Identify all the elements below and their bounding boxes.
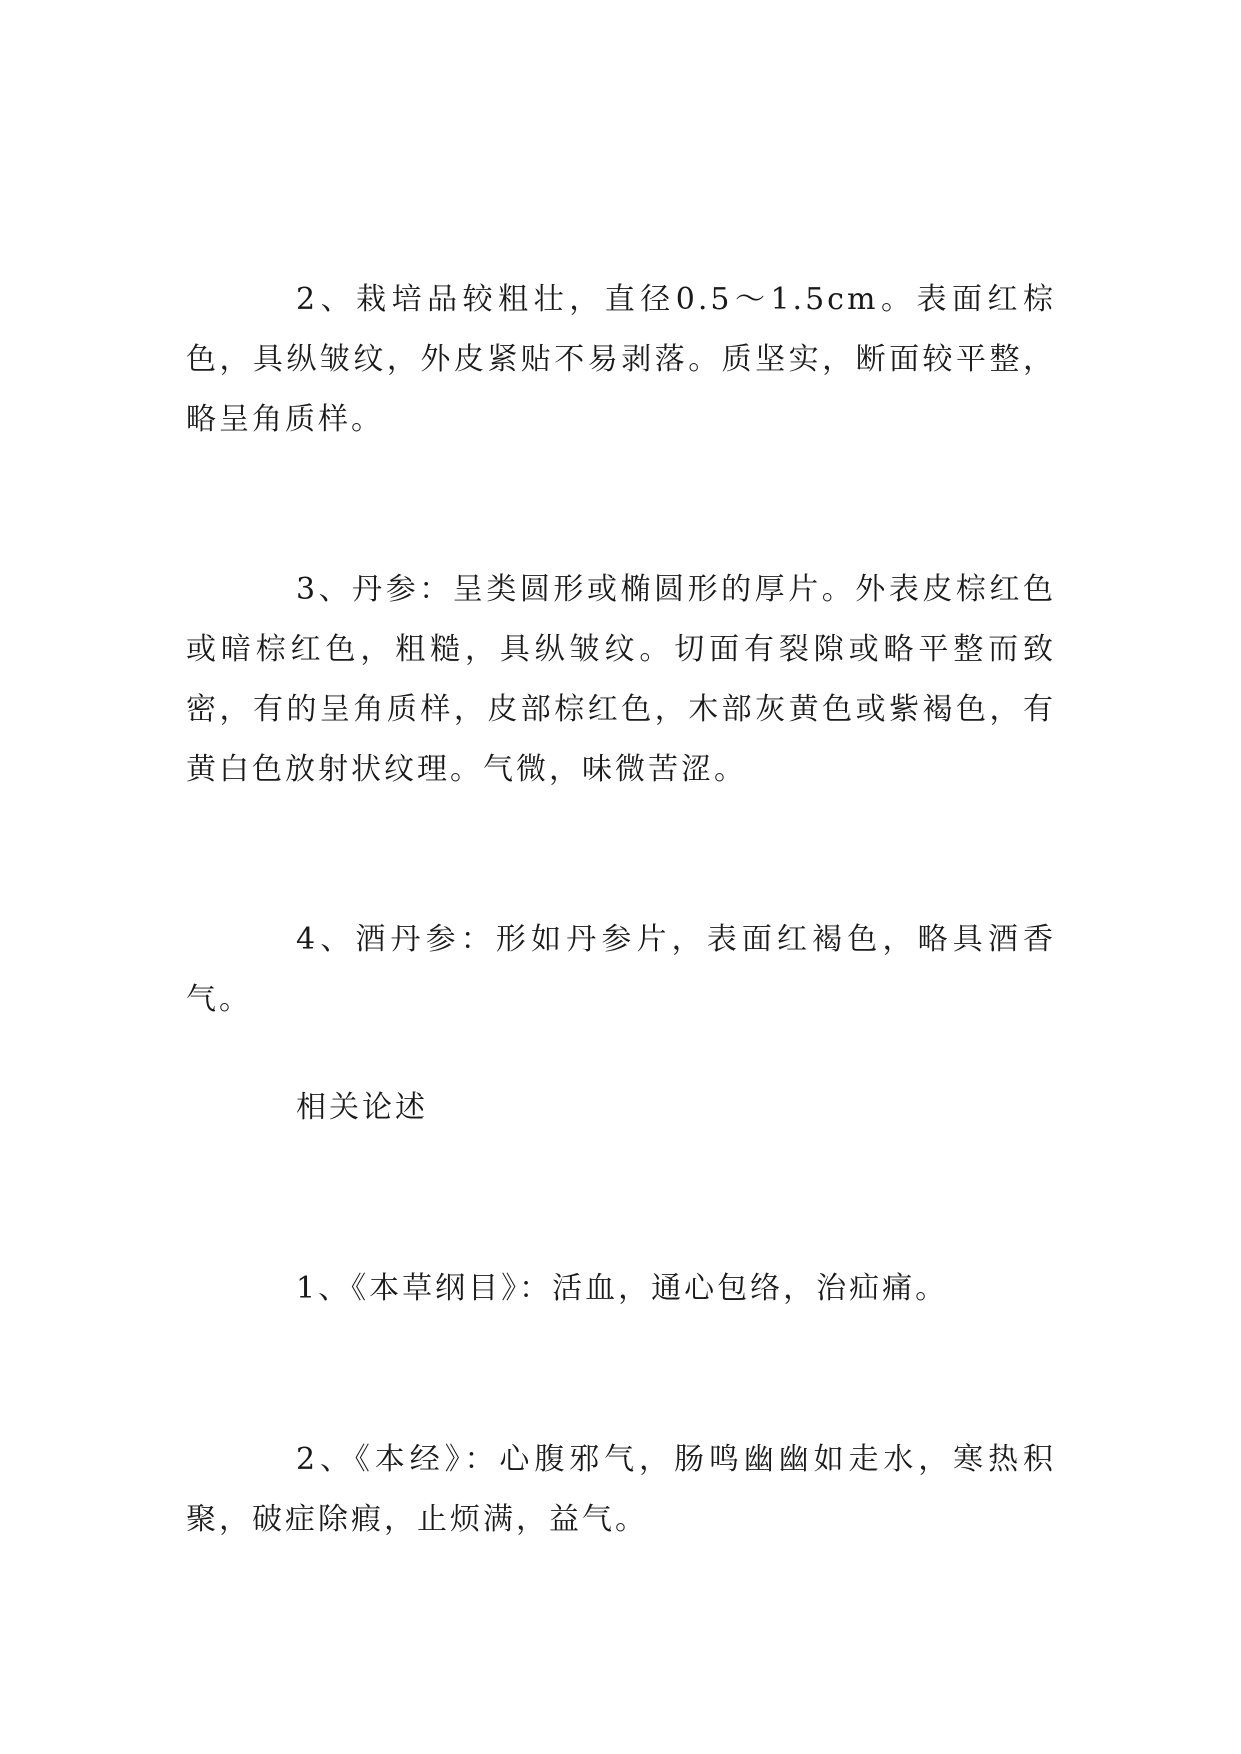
paragraph-danshen-slice: 3、丹参：呈类圆形或椭圆形的厚片。外表皮棕红色或暗棕红色，粗糙，具纵皱纹。切面有裂隙或略平整而致密，有的呈角质样，皮部棕红色，木部灰黄色或紫褐色，有黄白色放射状纹理。气微，味微苦涩。: [186, 572, 1056, 787]
section-heading-related-discussion: 相关论述: [296, 1090, 428, 1125]
paragraph-bencao-gangmu: 1、《本草纲目》：活血，通心包络，治疝痛。: [296, 1271, 949, 1306]
paragraph-cultivated-product: 2、栽培品较粗壮，直径0.5～1.5cm。表面红棕色，具纵皱纹，外皮紧贴不易剥落。质坚实，断面较平整，略呈角质样。: [186, 282, 1056, 437]
paragraph-benjing: 2、《本经》：心腹邪气，肠鸣幽幽如走水，寒热积聚，破症除瘕，止烦满，益气。: [186, 1442, 1056, 1537]
paragraph-wine-danshen: 4、酒丹参：形如丹参片，表面红褐色，略具酒香气。: [186, 922, 1056, 1017]
